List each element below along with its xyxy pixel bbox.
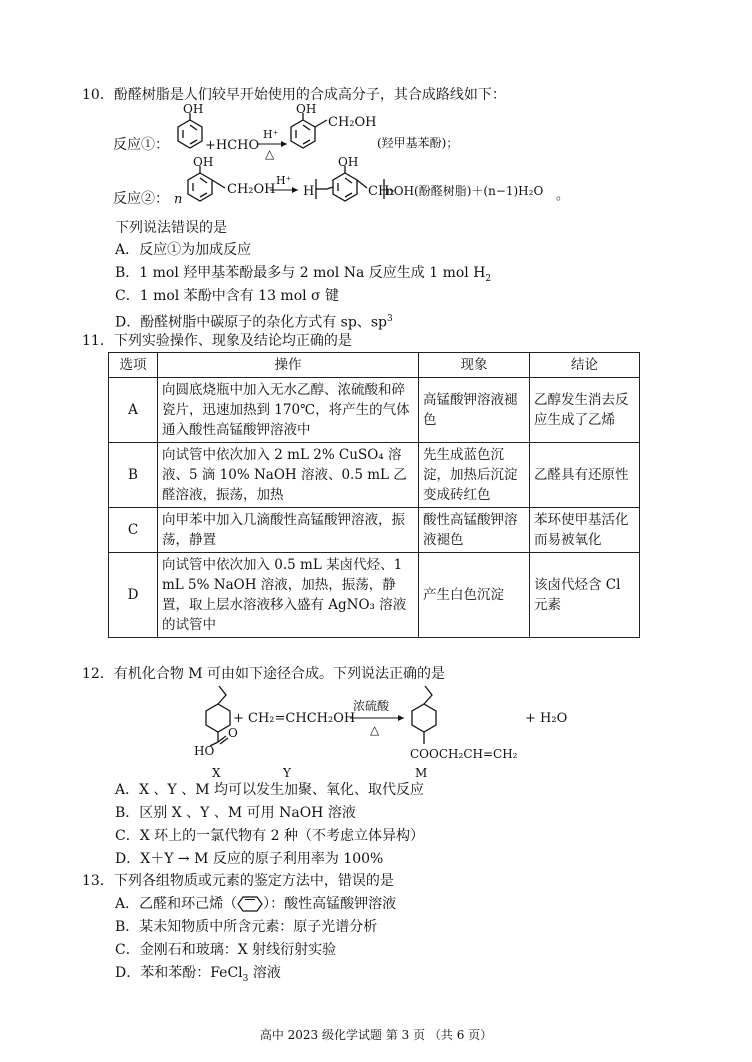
product1-oh: OH	[296, 102, 317, 116]
q11-stem: 11．下列实验操作、现象及结论均正确的是	[82, 333, 352, 349]
q12-option-b: B．区别 X 、Y 、M 可用 NaOH 溶液	[115, 805, 356, 821]
header-conclusion: 结论	[530, 353, 640, 378]
row-conclusion: 乙醇发生消去反应生成了乙烯	[530, 378, 640, 443]
table-row	[109, 553, 640, 638]
q12-stem: 12．有机化合物 M 可由如下途径合成。下列说法正确的是	[82, 666, 446, 682]
hydroxymethylphenol-structure	[291, 113, 327, 148]
reaction2-label: 反应②：	[113, 191, 169, 207]
row-conclusion: 该卤代烃含 Cl 元素	[530, 553, 640, 638]
coefficient-n: n	[174, 192, 183, 207]
compound-x-structure	[206, 686, 230, 746]
q13-stem: 13．下列各组物质或元素的鉴定方法中，错误的是	[82, 873, 394, 889]
q13-option-b: B．某未知物质中所含元素：原子光谱分析	[115, 919, 378, 935]
acid-catalyst-1: H⁺	[263, 128, 279, 141]
x-o: O	[228, 726, 238, 740]
q12-option-c: C．X 环上的一氯代物有 2 种（不考虑立体异构）	[115, 828, 424, 844]
row-conclusion: 乙醛具有还原性	[530, 443, 640, 508]
x-ho: HO	[194, 744, 215, 758]
q13-option-d: D．苯和苯酚：FeCl$_3$ 溶液	[115, 965, 281, 984]
row-option: B	[109, 443, 158, 508]
q10-option-a: A．反应①为加成反应	[115, 242, 252, 258]
reactant-y: + CH₂=CHCH₂OH	[233, 711, 356, 726]
polymer-product-text: nOH(酚醛树脂)＋(n−1)H₂O	[386, 184, 544, 198]
heat-symbol-1: △	[265, 147, 275, 161]
header-operation: 操作	[158, 353, 419, 378]
q10-stem: 10．酚醛树脂是人们较早开始使用的合成高分子，其合成路线如下：	[82, 87, 506, 103]
row-option: C	[109, 508, 158, 553]
row-option: D	[109, 553, 158, 638]
reaction2-end: 。	[556, 188, 570, 203]
q10-option-b: B．1 mol 羟甲基苯酚最多与 2 mol Na 反应生成 1 mol $H_2$	[115, 265, 492, 284]
reagent-label: 浓硫酸	[353, 699, 390, 713]
q12-option-a: A．X 、Y 、M 均可以发生加聚、氧化、取代反应	[115, 782, 425, 798]
q10-question: 下列说法错误的是	[115, 220, 227, 236]
row-phenomenon: 产生白色沉淀	[419, 553, 530, 638]
q10-option-d: D．酚醛树脂中碳原子的杂化方式有 sp、$sp^3$	[115, 314, 393, 331]
q13-option-a: A．乙醛和环己烯（ ）：酸性高锰酸钾溶液	[115, 896, 397, 912]
heat-symbol: △	[370, 723, 380, 737]
phenol-structure	[178, 113, 202, 148]
reaction1-note: (羟甲基苯酚)；	[377, 136, 459, 150]
label-y: Y	[283, 766, 291, 780]
polymer-ch2: CH₂	[368, 184, 395, 199]
row-operation: 向试管中依次加入 2 mL 2% CuSO₄ 溶液、5 滴 10% NaOH 溶液、0.5 mL 乙醛溶液，振荡，加热	[158, 443, 419, 508]
page-footer: 高中 2023 级化学试题 第 3 页 （共 6 页）	[259, 1028, 493, 1042]
reaction1-label: 反应①：	[113, 137, 169, 153]
q10-option-c: C．1 mol 苯酚中含有 13 mol σ 键	[115, 288, 340, 304]
q12-reaction-scheme	[0, 682, 752, 782]
table-row	[109, 378, 640, 443]
monomer-structure	[188, 166, 225, 201]
monomer-oh: OH	[193, 155, 214, 169]
row-phenomenon: 酸性高锰酸钾溶液褪色	[419, 508, 530, 553]
row-phenomenon: 高锰酸钾溶液褪色	[419, 378, 530, 443]
q13-option-c: C．金刚石和玻璃：X 射线衍射实验	[115, 942, 337, 958]
monomer-ch2oh: CH₂OH	[227, 182, 276, 197]
q11-table	[108, 352, 640, 638]
row-operation: 向圆底烧瓶中加入无水乙醇、浓硫酸和碎瓷片，迅速加热到 170℃，将产生的气体通入酸性高锰酸钾溶液中	[158, 378, 419, 443]
row-conclusion: 苯环使甲基活化而易被氧化	[530, 508, 640, 553]
polymer-h-end: H	[303, 184, 315, 199]
row-option: A	[109, 378, 158, 443]
acid-catalyst-2: H⁺	[276, 174, 292, 187]
q12-option-d: D．X＋Y → M 反应的原子利用率为 100%	[115, 851, 384, 867]
table-row	[109, 443, 640, 508]
hcho-reagent: +HCHO	[205, 138, 260, 153]
row-phenomenon: 先生成蓝色沉淀，加热后沉淀变成砖红色	[419, 443, 530, 508]
label-x: X	[212, 766, 221, 780]
table-header-row	[109, 353, 640, 378]
row-operation: 向甲苯中加入几滴酸性高锰酸钾溶液，振荡，静置	[158, 508, 419, 553]
phenol-oh: OH	[183, 102, 204, 116]
label-m: M	[415, 766, 428, 780]
row-operation: 向试管中依次加入 0.5 mL 某卤代烃、1 mL 5% NaOH 溶液，加热，振荡，静置，取上层水溶液移入盛有 AgNO₃ 溶液的试管中	[158, 553, 419, 638]
header-phenomenon: 现象	[419, 353, 530, 378]
ch2oh-group: CH₂OH	[328, 115, 377, 130]
compound-m-structure	[412, 686, 436, 744]
header-option: 选项	[109, 353, 158, 378]
table-row	[109, 508, 640, 553]
polymer-oh: OH	[338, 155, 359, 169]
water-byproduct: + H₂O	[525, 711, 568, 726]
m-ester-group: COOCH₂CH=CH₂	[410, 747, 518, 761]
cyclohexene-icon	[237, 895, 263, 913]
